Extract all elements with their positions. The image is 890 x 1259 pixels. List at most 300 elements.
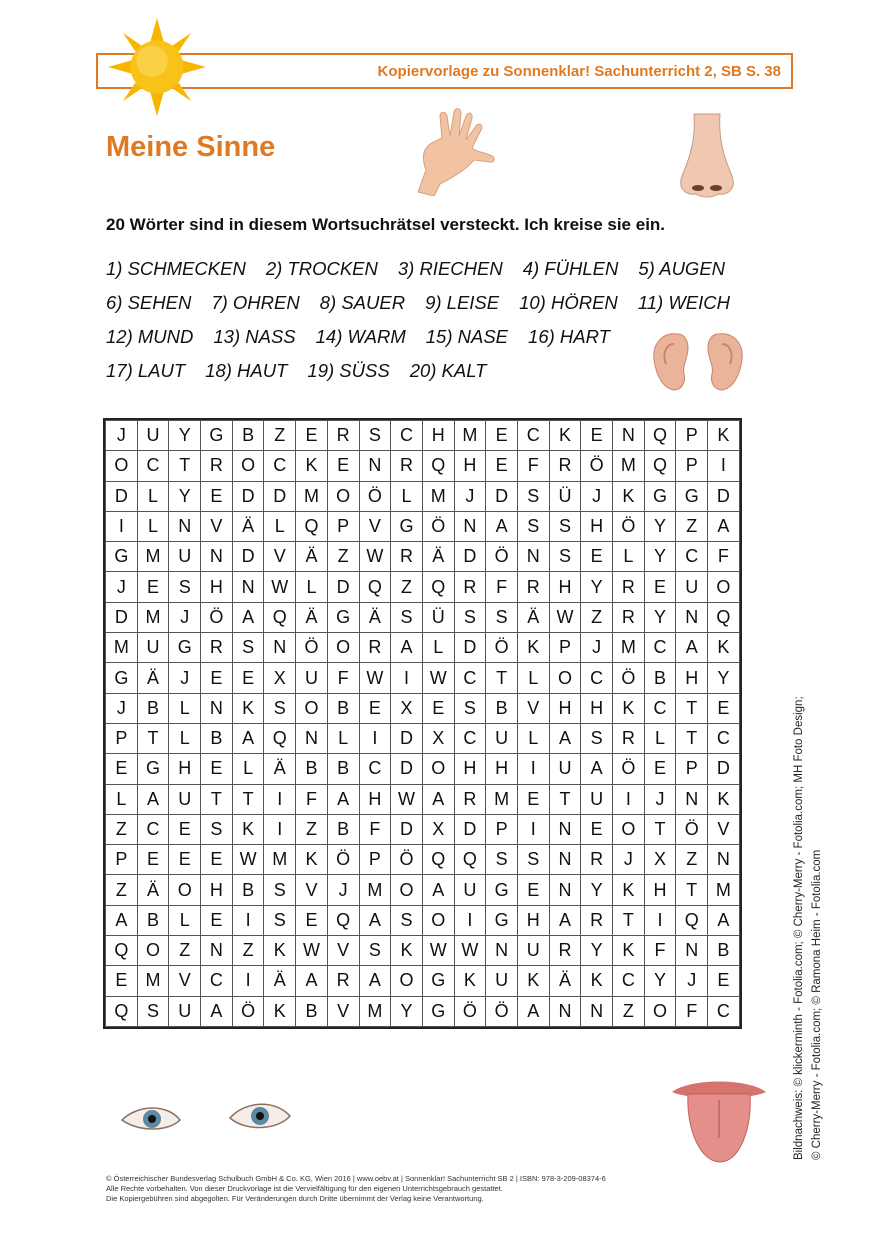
grid-cell[interactable]: Ä (264, 754, 296, 784)
grid-cell[interactable]: G (422, 996, 454, 1026)
grid-cell[interactable]: Q (264, 723, 296, 753)
grid-cell[interactable]: B (296, 754, 328, 784)
grid-cell[interactable]: Z (676, 511, 708, 541)
grid-cell[interactable]: B (137, 905, 169, 935)
grid-cell[interactable]: A (296, 966, 328, 996)
grid-cell[interactable]: N (613, 421, 645, 451)
grid-cell[interactable]: T (232, 784, 264, 814)
grid-cell[interactable]: N (169, 511, 201, 541)
grid-cell[interactable]: J (676, 966, 708, 996)
grid-cell[interactable]: E (517, 784, 549, 814)
grid-cell[interactable]: F (708, 542, 740, 572)
grid-cell[interactable]: S (201, 814, 233, 844)
grid-cell[interactable]: J (106, 421, 138, 451)
grid-cell[interactable]: E (644, 754, 676, 784)
grid-cell[interactable]: V (708, 814, 740, 844)
grid-cell[interactable]: S (359, 421, 391, 451)
grid-cell[interactable]: Ö (454, 996, 486, 1026)
grid-cell[interactable]: S (359, 936, 391, 966)
grid-cell[interactable]: I (232, 966, 264, 996)
grid-cell[interactable]: F (359, 814, 391, 844)
grid-cell[interactable]: Y (391, 996, 423, 1026)
grid-cell[interactable]: E (422, 693, 454, 723)
grid-cell[interactable]: W (549, 602, 581, 632)
grid-cell[interactable]: G (391, 511, 423, 541)
grid-cell[interactable]: Q (296, 511, 328, 541)
grid-cell[interactable]: E (106, 754, 138, 784)
grid-cell[interactable]: L (327, 723, 359, 753)
grid-cell[interactable]: O (391, 966, 423, 996)
grid-cell[interactable]: O (708, 572, 740, 602)
grid-cell[interactable]: Z (106, 875, 138, 905)
grid-cell[interactable]: O (391, 875, 423, 905)
grid-cell[interactable]: D (486, 481, 518, 511)
grid-cell[interactable]: R (581, 845, 613, 875)
grid-cell[interactable]: H (644, 875, 676, 905)
grid-cell[interactable]: Ü (422, 602, 454, 632)
grid-cell[interactable]: O (327, 481, 359, 511)
grid-cell[interactable]: P (676, 451, 708, 481)
grid-cell[interactable]: Ö (359, 481, 391, 511)
grid-cell[interactable]: S (169, 572, 201, 602)
grid-cell[interactable]: M (137, 966, 169, 996)
grid-cell[interactable]: K (296, 845, 328, 875)
grid-cell[interactable]: W (454, 936, 486, 966)
grid-cell[interactable]: K (708, 421, 740, 451)
grid-cell[interactable]: T (549, 784, 581, 814)
grid-cell[interactable]: Ä (549, 966, 581, 996)
grid-cell[interactable]: K (708, 633, 740, 663)
grid-cell[interactable]: Z (391, 572, 423, 602)
grid-cell[interactable]: S (454, 602, 486, 632)
grid-cell[interactable]: H (549, 572, 581, 602)
grid-cell[interactable]: O (232, 451, 264, 481)
grid-cell[interactable]: V (296, 875, 328, 905)
grid-cell[interactable]: V (264, 542, 296, 572)
grid-cell[interactable]: O (644, 996, 676, 1026)
grid-cell[interactable]: U (169, 784, 201, 814)
grid-cell[interactable]: X (422, 814, 454, 844)
grid-cell[interactable]: R (327, 421, 359, 451)
grid-cell[interactable]: I (264, 814, 296, 844)
grid-cell[interactable]: U (137, 421, 169, 451)
grid-cell[interactable]: Z (296, 814, 328, 844)
grid-cell[interactable]: R (454, 572, 486, 602)
grid-cell[interactable]: M (137, 602, 169, 632)
grid-cell[interactable]: E (581, 542, 613, 572)
grid-cell[interactable]: A (708, 511, 740, 541)
grid-cell[interactable]: H (201, 875, 233, 905)
grid-cell[interactable]: L (169, 723, 201, 753)
grid-cell[interactable]: F (644, 936, 676, 966)
grid-cell[interactable]: Ö (327, 845, 359, 875)
grid-cell[interactable]: Ö (581, 451, 613, 481)
grid-cell[interactable]: Q (422, 845, 454, 875)
grid-cell[interactable]: Z (327, 542, 359, 572)
grid-cell[interactable]: S (549, 542, 581, 572)
grid-cell[interactable]: K (549, 421, 581, 451)
grid-cell[interactable]: R (581, 905, 613, 935)
grid-cell[interactable]: D (391, 814, 423, 844)
grid-cell[interactable]: O (422, 905, 454, 935)
grid-cell[interactable]: Y (581, 875, 613, 905)
grid-cell[interactable]: B (327, 693, 359, 723)
grid-cell[interactable]: A (676, 633, 708, 663)
grid-cell[interactable]: E (201, 845, 233, 875)
grid-cell[interactable]: J (169, 602, 201, 632)
grid-cell[interactable]: B (232, 875, 264, 905)
grid-cell[interactable]: L (644, 723, 676, 753)
grid-cell[interactable]: P (549, 633, 581, 663)
grid-cell[interactable]: H (486, 754, 518, 784)
grid-cell[interactable]: N (454, 511, 486, 541)
grid-cell[interactable]: F (676, 996, 708, 1026)
grid-cell[interactable]: V (169, 966, 201, 996)
grid-cell[interactable]: G (486, 875, 518, 905)
grid-cell[interactable]: Y (708, 663, 740, 693)
grid-cell[interactable]: C (644, 633, 676, 663)
grid-cell[interactable]: D (454, 814, 486, 844)
grid-cell[interactable]: G (106, 663, 138, 693)
grid-cell[interactable]: L (169, 905, 201, 935)
grid-cell[interactable]: U (676, 572, 708, 602)
grid-cell[interactable]: D (232, 481, 264, 511)
grid-cell[interactable]: U (169, 542, 201, 572)
grid-cell[interactable]: Y (644, 602, 676, 632)
grid-cell[interactable]: A (549, 905, 581, 935)
grid-cell[interactable]: R (454, 784, 486, 814)
grid-cell[interactable]: K (454, 966, 486, 996)
grid-cell[interactable]: U (296, 663, 328, 693)
grid-cell[interactable]: Z (264, 421, 296, 451)
grid-cell[interactable]: V (327, 996, 359, 1026)
grid-cell[interactable]: N (676, 602, 708, 632)
grid-cell[interactable]: A (486, 511, 518, 541)
grid-cell[interactable]: J (581, 481, 613, 511)
grid-cell[interactable]: A (581, 754, 613, 784)
grid-cell[interactable]: W (264, 572, 296, 602)
grid-cell[interactable]: U (486, 966, 518, 996)
grid-cell[interactable]: A (232, 723, 264, 753)
grid-cell[interactable]: D (106, 481, 138, 511)
grid-cell[interactable]: E (201, 481, 233, 511)
grid-cell[interactable]: H (581, 693, 613, 723)
grid-cell[interactable]: S (391, 602, 423, 632)
grid-cell[interactable]: O (137, 936, 169, 966)
grid-cell[interactable]: Ä (137, 663, 169, 693)
grid-cell[interactable]: X (264, 663, 296, 693)
grid-cell[interactable]: E (137, 572, 169, 602)
grid-cell[interactable]: B (486, 693, 518, 723)
grid-cell[interactable]: A (201, 996, 233, 1026)
grid-cell[interactable]: U (169, 996, 201, 1026)
grid-cell[interactable]: H (359, 784, 391, 814)
grid-cell[interactable]: T (486, 663, 518, 693)
grid-cell[interactable]: O (296, 693, 328, 723)
grid-cell[interactable]: N (359, 451, 391, 481)
grid-cell[interactable]: E (581, 814, 613, 844)
grid-cell[interactable]: P (106, 723, 138, 753)
grid-cell[interactable]: E (327, 451, 359, 481)
grid-cell[interactable]: J (327, 875, 359, 905)
grid-cell[interactable]: R (613, 602, 645, 632)
grid-cell[interactable]: N (232, 572, 264, 602)
grid-cell[interactable]: L (517, 723, 549, 753)
grid-cell[interactable]: Z (232, 936, 264, 966)
grid-cell[interactable]: H (454, 754, 486, 784)
grid-cell[interactable]: J (106, 572, 138, 602)
grid-cell[interactable]: G (676, 481, 708, 511)
grid-cell[interactable]: K (613, 875, 645, 905)
grid-cell[interactable]: I (391, 663, 423, 693)
grid-cell[interactable]: C (454, 723, 486, 753)
grid-cell[interactable]: A (106, 905, 138, 935)
grid-cell[interactable]: W (422, 936, 454, 966)
grid-cell[interactable]: J (454, 481, 486, 511)
grid-cell[interactable]: Z (613, 996, 645, 1026)
grid-cell[interactable]: A (391, 633, 423, 663)
grid-cell[interactable]: Ä (137, 875, 169, 905)
grid-cell[interactable]: U (454, 875, 486, 905)
grid-cell[interactable]: E (296, 905, 328, 935)
grid-cell[interactable]: C (517, 421, 549, 451)
grid-cell[interactable]: S (264, 875, 296, 905)
grid-cell[interactable]: L (169, 693, 201, 723)
grid-cell[interactable]: D (708, 481, 740, 511)
grid-cell[interactable]: R (327, 966, 359, 996)
grid-cell[interactable]: I (708, 451, 740, 481)
grid-cell[interactable]: A (327, 784, 359, 814)
grid-cell[interactable]: Q (708, 602, 740, 632)
grid-cell[interactable]: V (517, 693, 549, 723)
grid-cell[interactable]: G (327, 602, 359, 632)
grid-cell[interactable]: N (708, 845, 740, 875)
grid-cell[interactable]: K (613, 936, 645, 966)
grid-cell[interactable]: L (232, 754, 264, 784)
grid-cell[interactable]: K (517, 633, 549, 663)
grid-cell[interactable]: C (137, 451, 169, 481)
grid-cell[interactable]: T (644, 814, 676, 844)
grid-cell[interactable]: N (296, 723, 328, 753)
grid-cell[interactable]: G (137, 754, 169, 784)
grid-cell[interactable]: E (644, 572, 676, 602)
grid-cell[interactable]: B (708, 936, 740, 966)
grid-cell[interactable]: E (169, 814, 201, 844)
grid-cell[interactable]: S (517, 481, 549, 511)
grid-cell[interactable]: M (359, 875, 391, 905)
grid-cell[interactable]: Y (581, 572, 613, 602)
grid-cell[interactable]: R (391, 451, 423, 481)
grid-cell[interactable]: Q (644, 421, 676, 451)
grid-cell[interactable]: B (232, 421, 264, 451)
grid-cell[interactable]: N (201, 693, 233, 723)
grid-cell[interactable]: S (137, 996, 169, 1026)
grid-cell[interactable]: L (264, 511, 296, 541)
grid-cell[interactable]: O (613, 814, 645, 844)
grid-cell[interactable]: N (549, 845, 581, 875)
grid-cell[interactable]: C (644, 693, 676, 723)
grid-cell[interactable]: D (232, 542, 264, 572)
grid-cell[interactable]: A (359, 905, 391, 935)
grid-cell[interactable]: O (549, 663, 581, 693)
grid-cell[interactable]: Y (169, 421, 201, 451)
grid-cell[interactable]: B (201, 723, 233, 753)
grid-cell[interactable]: M (613, 633, 645, 663)
grid-cell[interactable]: U (517, 936, 549, 966)
grid-cell[interactable]: T (137, 723, 169, 753)
grid-cell[interactable]: U (581, 784, 613, 814)
grid-cell[interactable]: S (581, 723, 613, 753)
grid-cell[interactable]: T (676, 693, 708, 723)
grid-cell[interactable]: Q (327, 905, 359, 935)
grid-cell[interactable]: E (201, 663, 233, 693)
grid-cell[interactable]: B (327, 814, 359, 844)
grid-cell[interactable]: E (517, 875, 549, 905)
grid-cell[interactable]: E (296, 421, 328, 451)
grid-cell[interactable]: I (359, 723, 391, 753)
grid-cell[interactable]: R (359, 633, 391, 663)
grid-cell[interactable]: W (422, 663, 454, 693)
grid-cell[interactable]: A (359, 966, 391, 996)
grid-cell[interactable]: M (137, 542, 169, 572)
grid-cell[interactable]: M (486, 784, 518, 814)
grid-cell[interactable]: E (137, 845, 169, 875)
grid-cell[interactable]: T (676, 875, 708, 905)
grid-cell[interactable]: M (613, 451, 645, 481)
grid-cell[interactable]: T (201, 784, 233, 814)
grid-cell[interactable]: L (106, 784, 138, 814)
grid-cell[interactable]: K (391, 936, 423, 966)
grid-cell[interactable]: C (613, 966, 645, 996)
grid-cell[interactable]: E (581, 421, 613, 451)
grid-cell[interactable]: N (549, 875, 581, 905)
grid-cell[interactable]: S (264, 905, 296, 935)
grid-cell[interactable]: D (454, 542, 486, 572)
grid-cell[interactable]: N (549, 996, 581, 1026)
grid-cell[interactable]: P (486, 814, 518, 844)
grid-cell[interactable]: Ä (232, 511, 264, 541)
grid-cell[interactable]: K (296, 451, 328, 481)
grid-cell[interactable]: R (549, 451, 581, 481)
grid-cell[interactable]: L (517, 663, 549, 693)
grid-cell[interactable]: T (169, 451, 201, 481)
grid-cell[interactable]: Y (581, 936, 613, 966)
grid-cell[interactable]: Ü (549, 481, 581, 511)
grid-cell[interactable]: E (232, 663, 264, 693)
grid-cell[interactable]: Q (422, 451, 454, 481)
grid-cell[interactable]: C (391, 421, 423, 451)
grid-cell[interactable]: Ö (613, 754, 645, 784)
grid-cell[interactable]: E (486, 421, 518, 451)
grid-cell[interactable]: Q (676, 905, 708, 935)
grid-cell[interactable]: Z (106, 814, 138, 844)
grid-cell[interactable]: Ö (486, 996, 518, 1026)
grid-cell[interactable]: C (454, 663, 486, 693)
grid-cell[interactable]: D (454, 633, 486, 663)
grid-cell[interactable]: Q (359, 572, 391, 602)
grid-cell[interactable]: R (201, 451, 233, 481)
grid-cell[interactable]: B (327, 754, 359, 784)
grid-cell[interactable]: F (486, 572, 518, 602)
grid-cell[interactable]: Y (644, 542, 676, 572)
grid-cell[interactable]: R (549, 936, 581, 966)
grid-cell[interactable]: X (422, 723, 454, 753)
grid-cell[interactable]: N (517, 542, 549, 572)
grid-cell[interactable]: M (264, 845, 296, 875)
grid-cell[interactable]: U (549, 754, 581, 784)
grid-cell[interactable]: Ö (486, 633, 518, 663)
grid-cell[interactable]: W (296, 936, 328, 966)
grid-cell[interactable]: M (708, 875, 740, 905)
grid-cell[interactable]: Z (169, 936, 201, 966)
grid-cell[interactable]: Ö (486, 542, 518, 572)
grid-cell[interactable]: P (676, 754, 708, 784)
grid-cell[interactable]: S (549, 511, 581, 541)
grid-cell[interactable]: W (232, 845, 264, 875)
grid-cell[interactable]: P (327, 511, 359, 541)
grid-cell[interactable]: Ö (422, 511, 454, 541)
grid-cell[interactable]: A (517, 996, 549, 1026)
grid-cell[interactable]: E (359, 693, 391, 723)
grid-cell[interactable]: Ö (201, 602, 233, 632)
grid-cell[interactable]: C (581, 663, 613, 693)
grid-cell[interactable]: Ö (613, 663, 645, 693)
grid-cell[interactable]: C (137, 814, 169, 844)
grid-cell[interactable]: U (137, 633, 169, 663)
grid-cell[interactable]: K (264, 936, 296, 966)
grid-cell[interactable]: E (106, 966, 138, 996)
grid-cell[interactable]: Q (644, 451, 676, 481)
grid-cell[interactable]: Ö (232, 996, 264, 1026)
grid-cell[interactable]: Y (644, 966, 676, 996)
grid-cell[interactable]: E (201, 905, 233, 935)
grid-cell[interactable]: Ä (296, 542, 328, 572)
grid-cell[interactable]: Y (644, 511, 676, 541)
grid-cell[interactable]: Z (676, 845, 708, 875)
grid-cell[interactable]: J (644, 784, 676, 814)
grid-cell[interactable]: J (613, 845, 645, 875)
grid-cell[interactable]: S (486, 845, 518, 875)
grid-cell[interactable]: J (169, 663, 201, 693)
grid-cell[interactable]: P (106, 845, 138, 875)
grid-cell[interactable]: E (201, 754, 233, 784)
grid-cell[interactable]: I (613, 784, 645, 814)
grid-cell[interactable]: G (644, 481, 676, 511)
grid-cell[interactable]: N (676, 784, 708, 814)
grid-cell[interactable]: Ä (359, 602, 391, 632)
grid-cell[interactable]: P (359, 845, 391, 875)
grid-cell[interactable]: Q (106, 936, 138, 966)
grid-cell[interactable]: Ä (264, 966, 296, 996)
grid-cell[interactable]: X (391, 693, 423, 723)
grid-cell[interactable]: H (422, 421, 454, 451)
grid-cell[interactable]: W (391, 784, 423, 814)
grid-cell[interactable]: B (296, 996, 328, 1026)
grid-cell[interactable]: C (708, 996, 740, 1026)
grid-cell[interactable]: D (708, 754, 740, 784)
grid-cell[interactable]: K (613, 481, 645, 511)
grid-cell[interactable]: U (486, 723, 518, 753)
grid-cell[interactable]: E (708, 966, 740, 996)
grid-cell[interactable]: W (359, 542, 391, 572)
grid-cell[interactable]: L (137, 481, 169, 511)
grid-cell[interactable]: Ö (391, 845, 423, 875)
grid-cell[interactable]: P (676, 421, 708, 451)
grid-cell[interactable]: Ä (296, 602, 328, 632)
grid-cell[interactable]: Ö (613, 511, 645, 541)
grid-cell[interactable]: S (232, 633, 264, 663)
grid-cell[interactable]: S (517, 511, 549, 541)
